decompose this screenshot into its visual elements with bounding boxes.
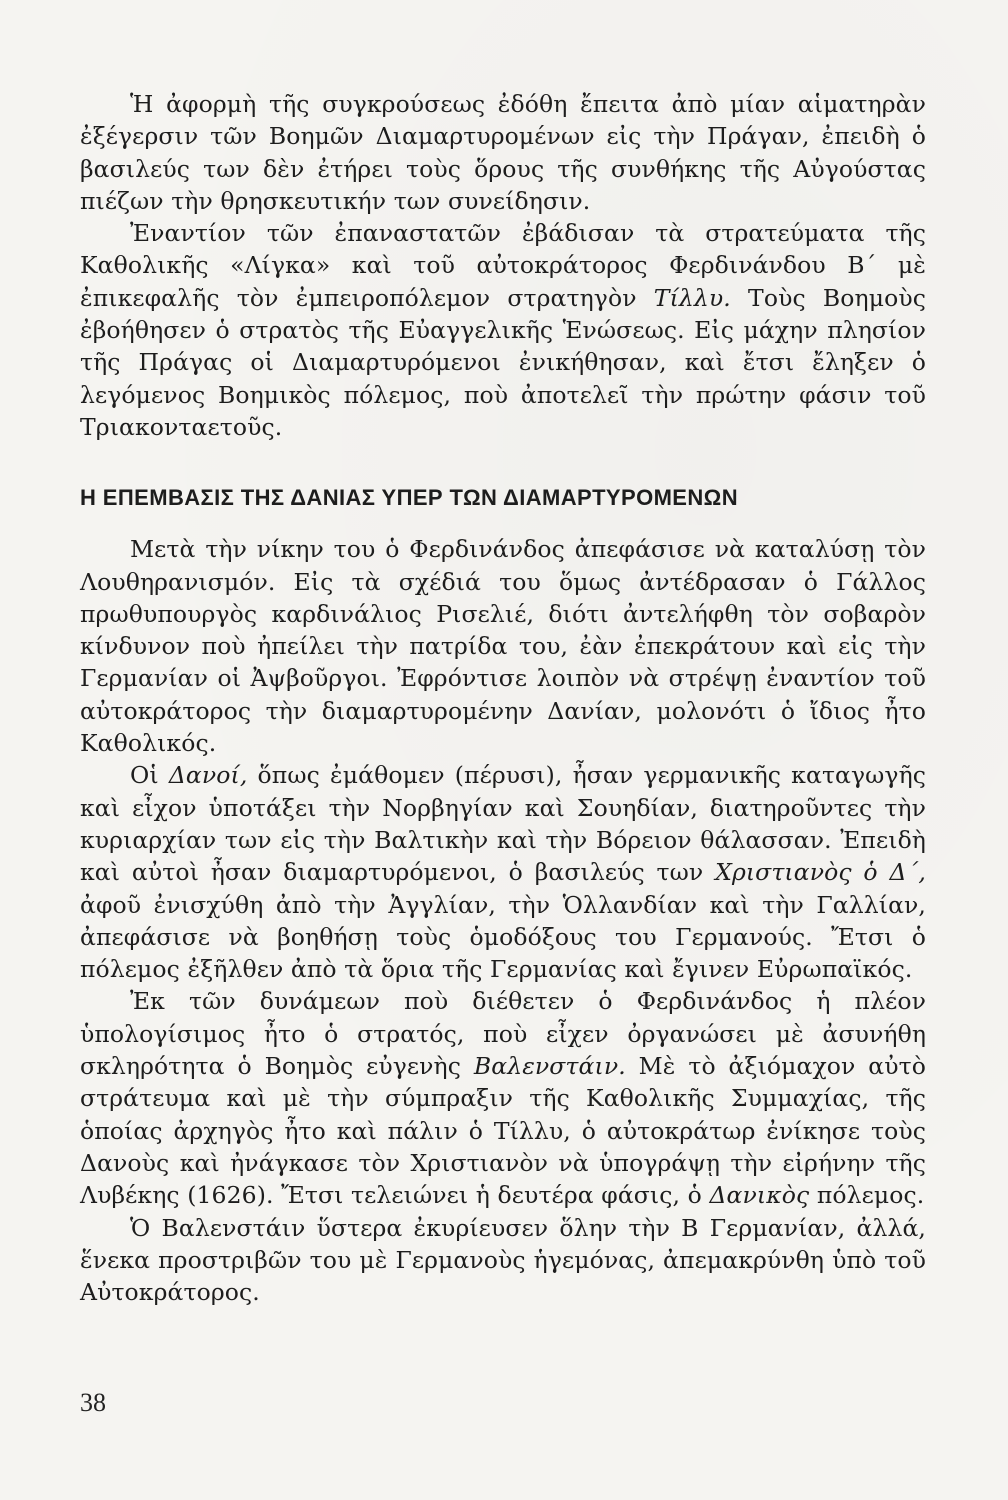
paragraph-6: Ὁ Βαλενστάιν ὕστερα ἐκυρίευσεν ὅλην τὴν Β Γερμανίαν, ἀλλά, ἕνεκα προστριβῶν του μὲ Γερμανοὺς ἡγεμόνας, ἀπεμακρύνθη ὑπὸ τοῦ Αὐτοκράτορος. — [80, 1213, 926, 1307]
paragraph-4 — [80, 759, 926, 985]
paragraph-5-text-b: Μὲ τὸ ἀξιόμαχον αὐτὸ στράτευμα καὶ μὲ τὴν σύμπραξιν τῆς Καθολικῆς Συμμαχίας, τῆς ὁποίας ἀρχηγὸς ἦτο καὶ πάλιν ὁ Τίλλυ, ὁ αὐτοκράτωρ ἐνίκησε τοὺς Δανοὺς καὶ ἠνάγκασε τὸν Χριστιανὸν νὰ ὑπογράψῃ τὴν εἰρήνην τῆς Λυβέκης (1626). Ἔτσι τελειώνει ἡ δευτέρα φάσις, ὁ — [80, 1052, 926, 1210]
paragraph-1: Ἡ ἀφορμὴ τῆς συγκρούσεως ἐδόθη ἔπειτα ἀπὸ μίαν αἱματηρὰν ἐξέγερσιν τῶν Βοημῶν Διαμαρτυρομένων εἰς τὴν Πράγαν, ἐπειδὴ ὁ βασιλεύς των δὲν ἐτήρει τοὺς ὅρους τῆς συνθήκης τῆς Αὐγούστας πιέζων τὴν θρησκευτικήν των συνείδησιν. — [80, 90, 926, 215]
body-text — [80, 88, 926, 1308]
paragraph-5-text-c: πόλεμος. — [809, 1181, 925, 1210]
paragraph-2-text-a: Ἐναντίον τῶν ἐπαναστατῶν ἐβάδισαν τὰ στρατεύματα τῆς Καθολικῆς «Λίγκα» καὶ τοῦ αὐτοκράτορος Φερδινάνδου Β΄ μὲ ἐπικεφαλῆς τὸν ἐμπειροπόλεμον στρατηγὸν — [80, 219, 926, 312]
paragraph-4-text-b: ὅπως ἐμάθομεν (πέρυσι), ἦσαν γερμανικῆς καταγωγῆς καὶ εἶχον ὑποτάξει τὴν Νορβηγίαν καὶ Σουηδίαν, διατηροῦντες τὴν κυριαρχίαν των εἰς τὴν Βαλτικὴν καὶ τὴν Βόρειον θάλασσαν. Ἐπειδὴ καὶ αὐτοὶ ἦσαν διαμαρτυρόμενοι, ὁ βασιλεύς των — [80, 761, 927, 887]
paragraph-5-text-a: Ἐκ τῶν δυνάμεων ποὺ διέθετεν ὁ Φερδινάνδος ἡ πλέον ὑπολογίσιμος ἦτο ὁ στρατός, ποὺ εἶχεν ὀργανώσει μὲ ἀσυνήθη σκληρότητα ὁ Βοημὸς εὐγενὴς — [80, 987, 926, 1081]
italic-danes: Δανοί, — [168, 761, 248, 790]
paragraph-5 — [80, 985, 926, 1211]
paragraph-4-text-c: ἀφοῦ ἐνισχύθη ἀπὸ τὴν Ἀγγλίαν, τὴν Ὁλλανδίαν καὶ τὴν Γαλλίαν, ἀπεφάσισε νὰ βοηθήσῃ τοὺς ὁμοδόξους του Γερμανούς. Ἔτσι ὁ πόλεμος ἐξῆλθεν ἀπὸ τὰ ὅρια τῆς Γερμανίας καὶ ἔγινεν Εὐρωπαϊκός. — [80, 890, 926, 984]
italic-wallenstein: Βαλενστάιν. — [473, 1052, 626, 1081]
paragraph-2 — [80, 217, 926, 443]
paragraph-3: Μετὰ τὴν νίκην του ὁ Φερδινάνδος ἀπεφάσισε νὰ καταλύσῃ τὸν Λουθηρανισμόν. Εἰς τὰ σχέδιά του ὅμως ἀντέδρασαν ὁ Γάλλος πρωθυπουργὸς καρδινάλιος Ρισελιέ, διότι ἀντελήφθη τὸν σοβαρὸν κίνδυνον ποὺ ἠπείλει τὴν πατρίδα του, ἐὰν ἐπεκράτουν καὶ εἰς τὴν Γερμανίαν οἱ Ἀψβοῦργοι. Ἐφρόντισε λοιπὸν νὰ στρέψῃ ἐναντίον τοῦ αὐτοκράτορος τὴν διαμαρτυρομένην Δανίαν, μολονότι ὁ ἴδιος ἦτο Καθολικός. — [80, 535, 926, 758]
italic-name-tilly: Τίλλυ. — [653, 283, 731, 312]
paragraph-4-text-a: Οἱ — [130, 761, 169, 790]
page-number: 38 — [80, 1388, 106, 1417]
paragraph-2-text-b: Τοὺς Βοημοὺς ἐβοήθησεν ὁ στρατὸς τῆς Εὐαγγελικῆς Ἑνώσεως. Εἰς μάχην πλησίον τῆς Πράγας οἱ Διαμαρτυρόμενοι ἐνικήθησαν, καὶ ἔτσι ἔληξεν ὁ λεγόμενος Βοημικὸς πόλεμος, ποὺ ἀποτελεῖ τὴν πρώτην φάσιν τοῦ Τριακονταετοῦς. — [80, 283, 926, 441]
section-heading: Η ΕΠΕΜΒΑΣΙΣ ΤΗΣ ΔΑΝΙΑΣ ΥΠΕΡ ΤΩΝ ΔΙΑΜΑΡΤΥΡΟΜΕΝΩΝ — [80, 485, 738, 511]
italic-danish-war: Δανικὸς — [709, 1181, 810, 1210]
italic-christian-iv: Χριστιανὸς ὁ Δ΄, — [715, 858, 926, 887]
